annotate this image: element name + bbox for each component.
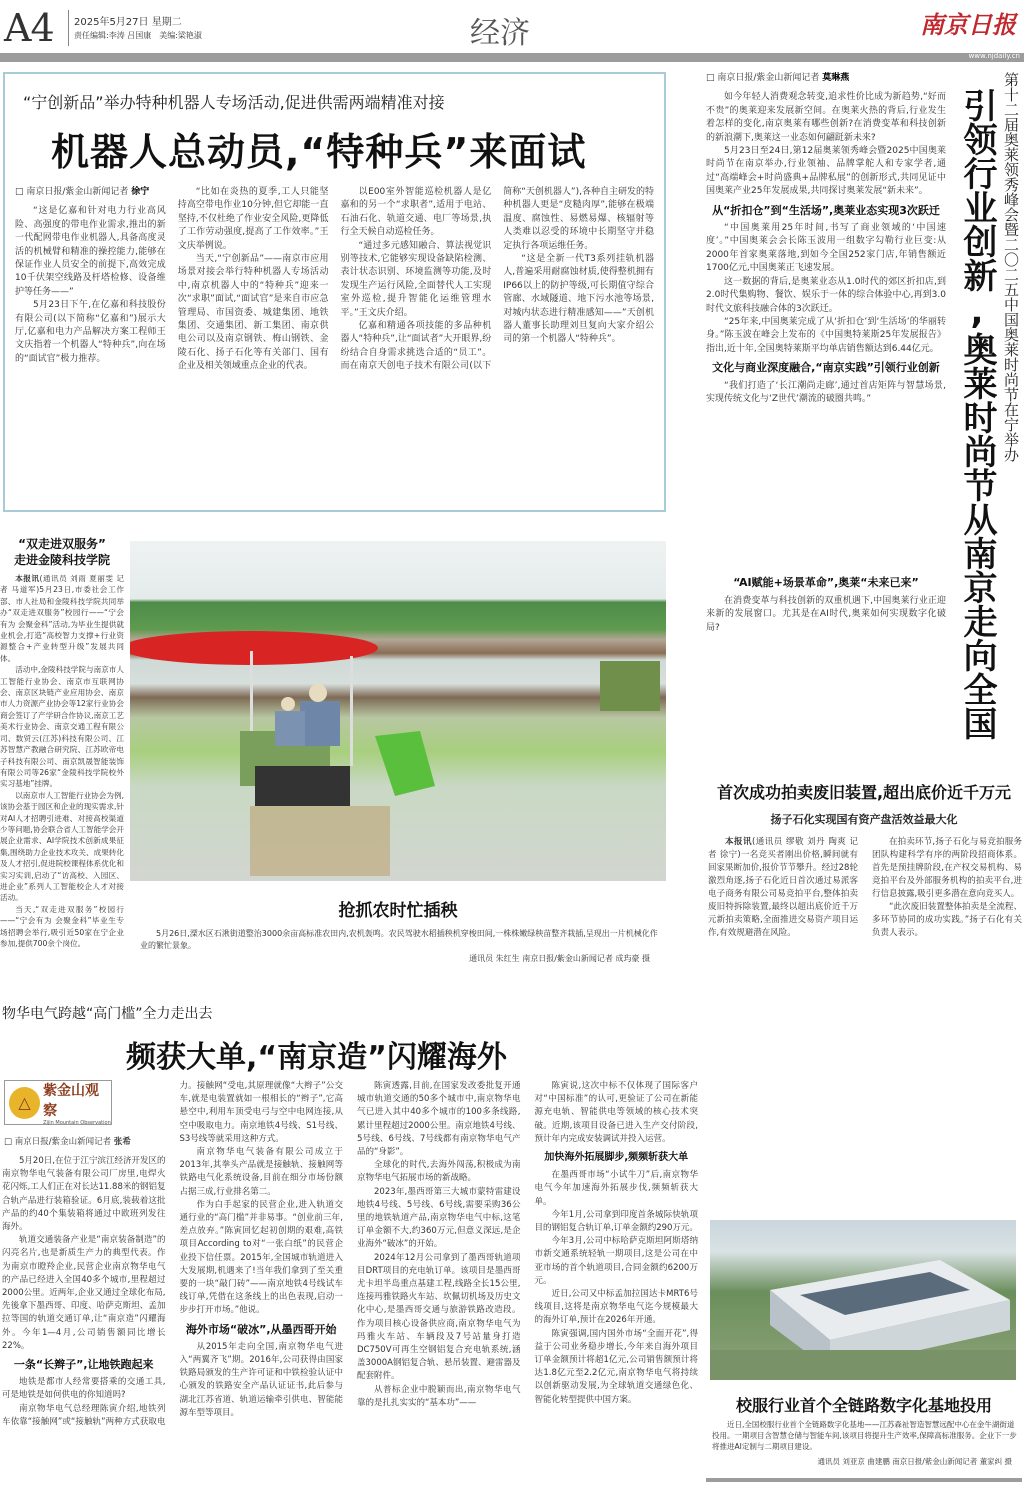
- logo-spacer: [2, 1080, 166, 1155]
- headline-line: “双走进双服务”: [18, 537, 106, 551]
- auction-subhead: 扬子石化实现国有资产盘活效益最大化: [770, 813, 958, 826]
- outlet-byline: □ 南京日报/紫金山新闻记者 莫琳燕: [706, 73, 850, 83]
- paragraph: 当天,“双走进双服务”校园行——“宁会有为 会聚金科”毕业生专场招聘会举行,吸引近50家在宁企业参加,提供700余个岗位。: [0, 904, 124, 948]
- mountain-logo-icon: △: [9, 1087, 40, 1119]
- paragraph: 今年1月,公司拿到印度首条城际快轨项目的钢铝复合轨订单,订单金额约290万元。: [534, 1209, 698, 1234]
- auction-headline: 首次成功拍卖废旧装置,超出底价近千万元: [716, 783, 1012, 802]
- robot-body: [15, 186, 654, 504]
- outlet-kicker: 第十二届奥莱领秀峰会暨二〇二五中国奥莱时尚节在宁举办: [1002, 72, 1020, 462]
- paragraph: 陈寅强调,国内国外市场“全面开花”,得益于公司业务稳步增长,今年来自海外项目订单金额预计将超1亿元,公司销售额预计将达1.8亿元至2.2亿元,南京物华电气将持续以创新驱动发展,为全球轨道交通绿色化、智能化转型提供中国方案。: [534, 1328, 698, 1405]
- paragraph: 在墨西哥市场“小试牛刀”后,南京物华电气今年加速海外拓展步伐,频频斩获大单。: [534, 1170, 698, 1207]
- lead-credit: (通讯员 刘雨 夏丽雯 记者 马道军): [0, 574, 124, 595]
- paragraph: 在拍卖环节,扬子石化与易竞拍服务团队构建科学有序的两阶段招商体系。首先是预挂牌阶段,在产权交易机构、易竞拍平台及外部服务机构的拍卖平台,进行信息披露,吸引更多潜在意向竞买人。: [872, 837, 1022, 899]
- paragraph: 从普标企业中脱颖而出,南京物华电气靠的是扎扎实实的“基本功”——: [357, 1384, 521, 1408]
- newspaper-logo: 南京日报: [920, 10, 1016, 39]
- paragraph: “中国奥莱用25年时间,书写了商业领域的‘中国速度’。”中国奥莱会会长陈玉波用一组数字勾勒行业巨变:从2000年首家奥莱落地,到如今全国252家门店,年销售额近1700亿元,中国奥莱正飞速发展。: [706, 223, 946, 274]
- reporter-name: 张希: [113, 1137, 131, 1147]
- outlet-body: [706, 72, 946, 762]
- photo2-credit: 通讯员 刘亚京 曲建鹏 南京日报/紫金山新闻记者 董家纠 摄: [817, 1457, 1012, 1466]
- photo1-caption: 5月26日,溧水区石湫街道整治3000余亩高标准农田内,农机轰鸣。农民驾驶水稻插秧机穿梭田间,一株株嫩绿秧苗整齐栽插,呈现出一片机械化作业的繁忙景象。: [140, 929, 658, 950]
- header-bar: [0, 53, 1024, 62]
- headline-line: 走进金陵科技学院: [13, 553, 110, 567]
- auction-body: [708, 836, 1022, 1211]
- paragraph: 2023年,墨西哥第三大城市蒙特雷建设地铁4号线、5号线、6号线,需要采购36公里的地铁轨道产品,南京物华电气中标,这笔订单金额不大,约360万元,但意义深远,是企业海外“破冰”的开始。: [357, 1186, 521, 1250]
- outlet-headline: 引领行业创新,奥莱时尚节从南京走向全国: [957, 88, 997, 740]
- lead-label: 本报讯: [15, 574, 40, 583]
- export-kicker: 物华电气跨越“高门槛”全力走出去: [2, 1006, 213, 1022]
- paragraph: 在消费变革与科技创新的双重机遇下,中国奥莱行业正迎来新的发展窗口。尤其是在AI时代,奥莱如何实现数字化破局?: [706, 595, 946, 633]
- reporter-name: 徐宁: [131, 187, 150, 197]
- byline-text: 南京日报/紫金山新闻记者: [26, 187, 129, 197]
- lead-credit: (通讯员 缪敬 刘丹 陶爽 记者 徐宁): [708, 837, 858, 860]
- lead-text: 一名竞买者刚出价格,瞬间就有回家果断加价,报价节节攀升。经过28轮激烈角逐,扬子石化近日首次通过易派客电子商务有限公司易竞拍平台,整体拍卖废旧特拆除装置,最终以超出底价近千万元新拍卖策略,全面推进交易资产项目运作,有效规避潜在风险。: [708, 850, 858, 938]
- lead-text: 5月23日,市委社会工作部、市人社局和金陵科技学院共同举办“双走进双服务”校园行——“宁会有为 会聚金科”活动,为毕业生提供就业机会,打造“高校智力支撑+行业资源整合+产业转型升级”发展共同体。: [0, 585, 124, 663]
- paragraph: 5月20日,在位于江宁滨江经济开发区的南京物华电气装备有限公司厂房里,电焊火花闪烁,工人们正在对长达11.88米的钢铝复合轨产品进行装箱验证。6月底,装载着这批产品的约40个集装箱将通过中欧班列发往海外。: [2, 1156, 166, 1233]
- subheading: 从“折扣仓”到“生活场”,奥莱业态实现3次跃迁: [712, 203, 940, 217]
- subheading: “AI赋能+场景革命”,奥莱“未来已来”: [733, 576, 919, 590]
- paragraph: 陈寅说,这次中标不仅体现了国际客户对“中国标准”的认可,更验证了公司在新能源充电轨、智能供电等领域的核心技术突破。近期,该项目设备已进入生产交付阶段,预计年内完成安装调试并投入运营。: [534, 1081, 698, 1144]
- paragraph: “我们打造了‘长江潮尚走廊’,通过首店矩阵与智慧场景,实现传统文化与‘Z世代’潮流的破圈共鸣。”: [706, 380, 946, 404]
- paragraph: “25年来,中国奥莱完成了从‘折扣仓’到‘生活场’的华丽转身。”陈玉波在峰会上发布的《中国奥特莱斯25年发展报告》指出,近十年,全国奥特莱斯平均单店销售额达到6.44亿元。: [706, 316, 946, 354]
- uniform-base-photo: [710, 1220, 1016, 1380]
- campus-headline: [0, 536, 124, 568]
- subheading: 加快海外拓展脚步,频频斩获大单: [544, 1152, 689, 1164]
- paragraph: 陈寅透露,目前,在国家发改委批复开通城市轨道交通的50多个城市中,南京物华电气已进入其中40多个城市的100多条线路,累计里程超过2000公里。南京地铁4号线、5号线、6号线、7号线都有南京物华电气产品的“身影”。: [357, 1081, 521, 1158]
- paragraph: 南京物华电气总经理陈寅介绍,地铁列车依靠“接触网”或“接触轨”两种方式获取电力。接触网“受电,其原理就像“大辫子”公交车,就是电装置就如一根相长的“辫子”,它高悬空中,利用车顶受电弓与空中电网连接,从空中吸取电力。南京地铁4号线、S1号线、S3号线等就采用这种方式。: [2, 1081, 343, 1427]
- paragraph: 当天,“宁创新品”——南京市应用场景对接会举行特种机器人专场活动中,南京机器人中的“特种兵”迎来一次“求职”面试,“面试官”是来自市应急管理局、市国资委、城建集团、地铁集团、交通集团、新工集团、南京供电公司以及南京钢铁、梅山钢铁、金陵石化、扬子石化等有关部门、国有企业及相关领域重点企业的代表。: [177, 254, 329, 372]
- paragraph: “通过多元感知融合、算法视觉识别等技术,它能够实现设备缺陷检测、表计状态识别、环境监测等功能,及时发现生产运行风险,全面替代人工实现室外巡检,提升智能化运维管理水平。”王文庆介绍。: [340, 240, 492, 318]
- export-body-lower: [2, 1080, 698, 1480]
- paragraph: 5月23日至24日,第12届奥莱领秀峰会暨2025中国奥莱时尚节在南京举办,行业领袖、品牌掌舵人和专家学者,通过“高端峰会+时尚盛典+品牌私展”的创新形式,共同见证中国奥莱产业25年发展成果,共同探讨奥莱发展“新未来”。: [706, 146, 946, 197]
- photo2-caption: 近日,全国校服行业首个全链路数字化基地——江苏森祉智造智慧远配中心在金牛湖街道投用。一期项目含智慧仓储与智能车间,该项目将提升生产效率,保障高标准服务。企业下一步将推进AI定制与二期项目建设。: [712, 1420, 1017, 1451]
- photo1-credit: 通讯员 朱红生 南京日报/紫金山新闻记者 成玙豪 摄: [469, 954, 650, 963]
- paragraph: 近日,公司又中标孟加拉国达卡MRT6号线项目,这将是南京物华电气迄今规模最大的海外订单,预计在2026年开通。: [534, 1289, 698, 1326]
- paragraph: 轨道交通装备产业是“南京装备制造”的闪亮名片,也是新质生产力的典型代表。作为南京市瞪羚企业,民营企业南京物华电气的产品已经进入全国40多个城市,里程超过2000公里。近两年,企业又通过全球化布局,先後拿下墨西哥、印度、哈萨克斯坦、孟加拉等国的轨道交通订单,让“南京造”闪耀海外。今年1—4月,公司销售额同比增长22%。: [2, 1235, 166, 1351]
- paragraph: 作为白手起家的民营企业,进入轨道交通行业的“高门槛”并非易事。“创业前三年,差点放弃。”陈寅回忆起初创期的艰难,高铁项目According to对“一张白纸”的民营企业投下信任票。2015年,全国城市轨道进入大发展期,机遇来了!当年我们拿到了至关重要的一块“敲门砖”——南京地铁4号线试车线订单,凭借在这条线上的出色表现,启动一步步打开市场。”他说。: [179, 1199, 343, 1316]
- export-byline: □ 南京日报/紫金山新闻记者 张希: [4, 1137, 131, 1147]
- subheading: 海外市场“破冰”,从墨西哥开始: [185, 1322, 337, 1336]
- campus-article: [0, 536, 124, 996]
- campus-body: [0, 573, 124, 991]
- paragraph: [708, 836, 858, 940]
- editors-credit: 责任编辑:李涛 吕国康 美编:梁艳淑: [74, 31, 202, 40]
- robot-headline: 机器人总动员,“特种兵”来面试: [51, 130, 587, 174]
- paragraph: 地铁是都市人经常要搭乘的交通工具,可是地铁是如何供电的你知道吗?: [2, 1377, 166, 1401]
- paragraph: “这是亿嘉和针对电力行业高风险、高强度的带电作业需求,推出的新一代配网带电作业机器人,具备高度灵活的机械臂和精准的操控能力,能够在保证作业人员安全的前提下,高效完成10千伏架空线路及杆塔检修、设备维护等任务——”: [15, 206, 166, 297]
- issue-date: 2025年5月27日 星期二: [74, 17, 182, 28]
- paragraph: 从2015年走向全国,南京物华电气进入“两翼齐飞”期。2016年,公司获得由国家铁路局颁发的生产许可证和中铁检验认证中心颁发的铁路安全产品认证证书,此后参与湖北江苏省道、轨道运输牵引供电、智能能源车型等项目。: [179, 1341, 343, 1418]
- robot-kicker: “宁创新品”举办特种机器人专场活动,促进供需两端精准对接: [23, 93, 445, 112]
- paragraph: 如今年轻人消费观念转变,追求性价比成为新趋势,“好而不贵”的奥莱迎来发展新空间。在奥莱火热的背后,行业发生着怎样的变化,南京奥莱有哪些创新?在消费变革和科技创新的新浪潮下,奥莱这一业态如何翩跹新未来?: [706, 92, 946, 143]
- paragraph: “此次废旧装置整体拍卖是全流程、多环节协同的成功实践。”扬子石化有关负责人表示。: [872, 902, 1022, 938]
- lead-label: 本报讯: [725, 837, 752, 847]
- robot-article: [3, 72, 666, 512]
- photo-scene: [710, 1220, 1016, 1380]
- divider: [68, 10, 69, 46]
- paragraph: “这是全新一代T3系列挂轨机器人,普遍采用耐腐蚀材质,使得整机拥有IP66以上的防护等级,可长期值守综合管廊、水域隧道、地下污水池等场景,对城内状态进行精准感知——”天创机器人董事长助理刘旦复向大家介绍公司的第一个机器人“特种兵”。: [503, 254, 654, 345]
- byline-text: 南京日报/紫金山新闻记者: [717, 73, 820, 83]
- paragraph: 以南京市人工智能行业协会为例,该协会基于园区和企业的现实需求,针对AI人才招聘引进难、对接高校渠道少等问题,协会联合省人工智能学会开展企业需求、AI学院技术创新成果征集,围绕助力企业技术攻关、成果转化及人才招引,促进院校课程体系优化和实习实训,启动了“访高校、入园区、进企业”系列人工智能校企人才对接活动。: [0, 790, 124, 903]
- column-logo-en: Zijin Mountain Observation: [43, 1119, 111, 1126]
- robot-byline: □ 南京日报/紫金山新闻记者 徐宁: [15, 187, 150, 197]
- paragraph: 这一数据的背后,是奥莱业态从1.0时代的郊区折扣店,到2.0时代集购物、餐饮、娱乐于一体的综合体验中心,再到3.0时代文旅科技融合体的3次跃迁。: [706, 276, 946, 314]
- paragraph: 5月23日下午,在亿嘉和科技股份有限公司(以下简称“亿嘉和”)展示大厅,亿嘉和电力产品解决方案工程师王文庆指着一个机器人“特种兵”,向在场的“面试官”极力推荐。: [15, 300, 166, 364]
- reporter-name: 莫琳燕: [822, 73, 850, 83]
- paragraph: 全球化的时代,去海外闯荡,积极成为南京物华电气拓展市场的新战略。: [357, 1160, 521, 1184]
- byline-text: 南京日报/紫金山新闻记者: [14, 1137, 112, 1147]
- paragraph: 南京物华电气装备有限公司成立于2013年,其拳头产品就是接触轨、接触网等铁路电气化系统设备,目前在细分市场份额占据三成,行业排名第二。: [179, 1147, 343, 1197]
- photo2-title: 校服行业首个全链路数字化基地投用: [735, 1396, 992, 1415]
- rice-planting-photo: [130, 541, 666, 881]
- page-number: A4: [4, 6, 54, 50]
- export-headline: 频获大单,“南京造”闪耀海外: [126, 1040, 507, 1075]
- column-logo-text: 紫金山观察: [43, 1082, 100, 1119]
- subheading: 一条“长辫子”,让地铁跑起来: [13, 1358, 154, 1372]
- photo1-title: 抢抓农时忙插秧: [338, 901, 458, 921]
- paragraph: 活动中,金陵科技学院与南京市人工智能行业协会、南京市互联网协会、南京区块链产业应用协会、南京市人力资源产业协会等12家行业协会商会签订了产学研合作协议,南京工艺美术行业协会、南京交通工程有限公司、数贸云(江苏)科技有限公司、江苏智慧产教融合研究院、江苏欧帝电子科技有限公司、南京凯晟智能装饰有限公司等26家“金陵科技学院校外实习基地”挂牌。: [0, 665, 124, 789]
- photo-scene: [130, 541, 666, 881]
- paragraph: “比如在炎热的夏季,工人只能坚持高空带电作业10分钟,但它却能一直坚持,不仅杜绝了作业安全风险,更降低了工作劳动强度,提高了工作效率。”王文庆举例说。: [177, 187, 329, 251]
- paragraph: 亿嘉和精通各项技能的多品种机器人“特种兵”,让“面试者”大开眼界,纷纷结合自身需求挑选合适的“员工”。而在南京天创电子技术有限公司(以下简称“天创机器人”),各种自主研发的特种机器人更是“皮糙肉厚”,能够在极端温度、腐蚀性、易燃易爆、核辐射等人类难以忍受的环境中长期坚守并稳定执行各项运维任务。: [340, 187, 654, 372]
- paragraph: 今年3月,公司中标哈萨克斯坦阿斯塔纳市新交通系统轻轨一期项目,这是公司在中亚市场的首个轨道项目,合同金额约6200万元。: [534, 1236, 698, 1286]
- footer-bar: [706, 1478, 1022, 1482]
- paragraph: 2024年12月公司拿到了墨西哥轨道项目DRT项目的充电轨订单。该项目是墨西哥尤卡坦半岛重点基建工程,线路全长15公里,连接玛雅铁路火车站、坎佩切机场及历史文化中心,是墨西哥交通与旅游铁路改造段。作为项目核心设备供应商,南京物华电气为玛雅火车站、车辆段及7号站量身打造DC750V可再生空钢铝复合充电轨系统,涵盖3000A钢铝复合轨、悬吊装置、避雷器及配套附件。: [357, 1252, 521, 1382]
- site-url: www.njdaily.cn: [968, 52, 1020, 60]
- subheading: 文化与商业深度融合,“南京实践”引领行业创新: [712, 361, 940, 375]
- paragraph: [0, 573, 124, 664]
- section-title: 经济: [470, 16, 530, 51]
- paragraph: 以E00室外智能巡检机器人是亿嘉和的另一个“求职者”,适用于电站、石油石化、轨道交通、电厂等场景,执行全天候自动巡检任务。: [340, 187, 492, 238]
